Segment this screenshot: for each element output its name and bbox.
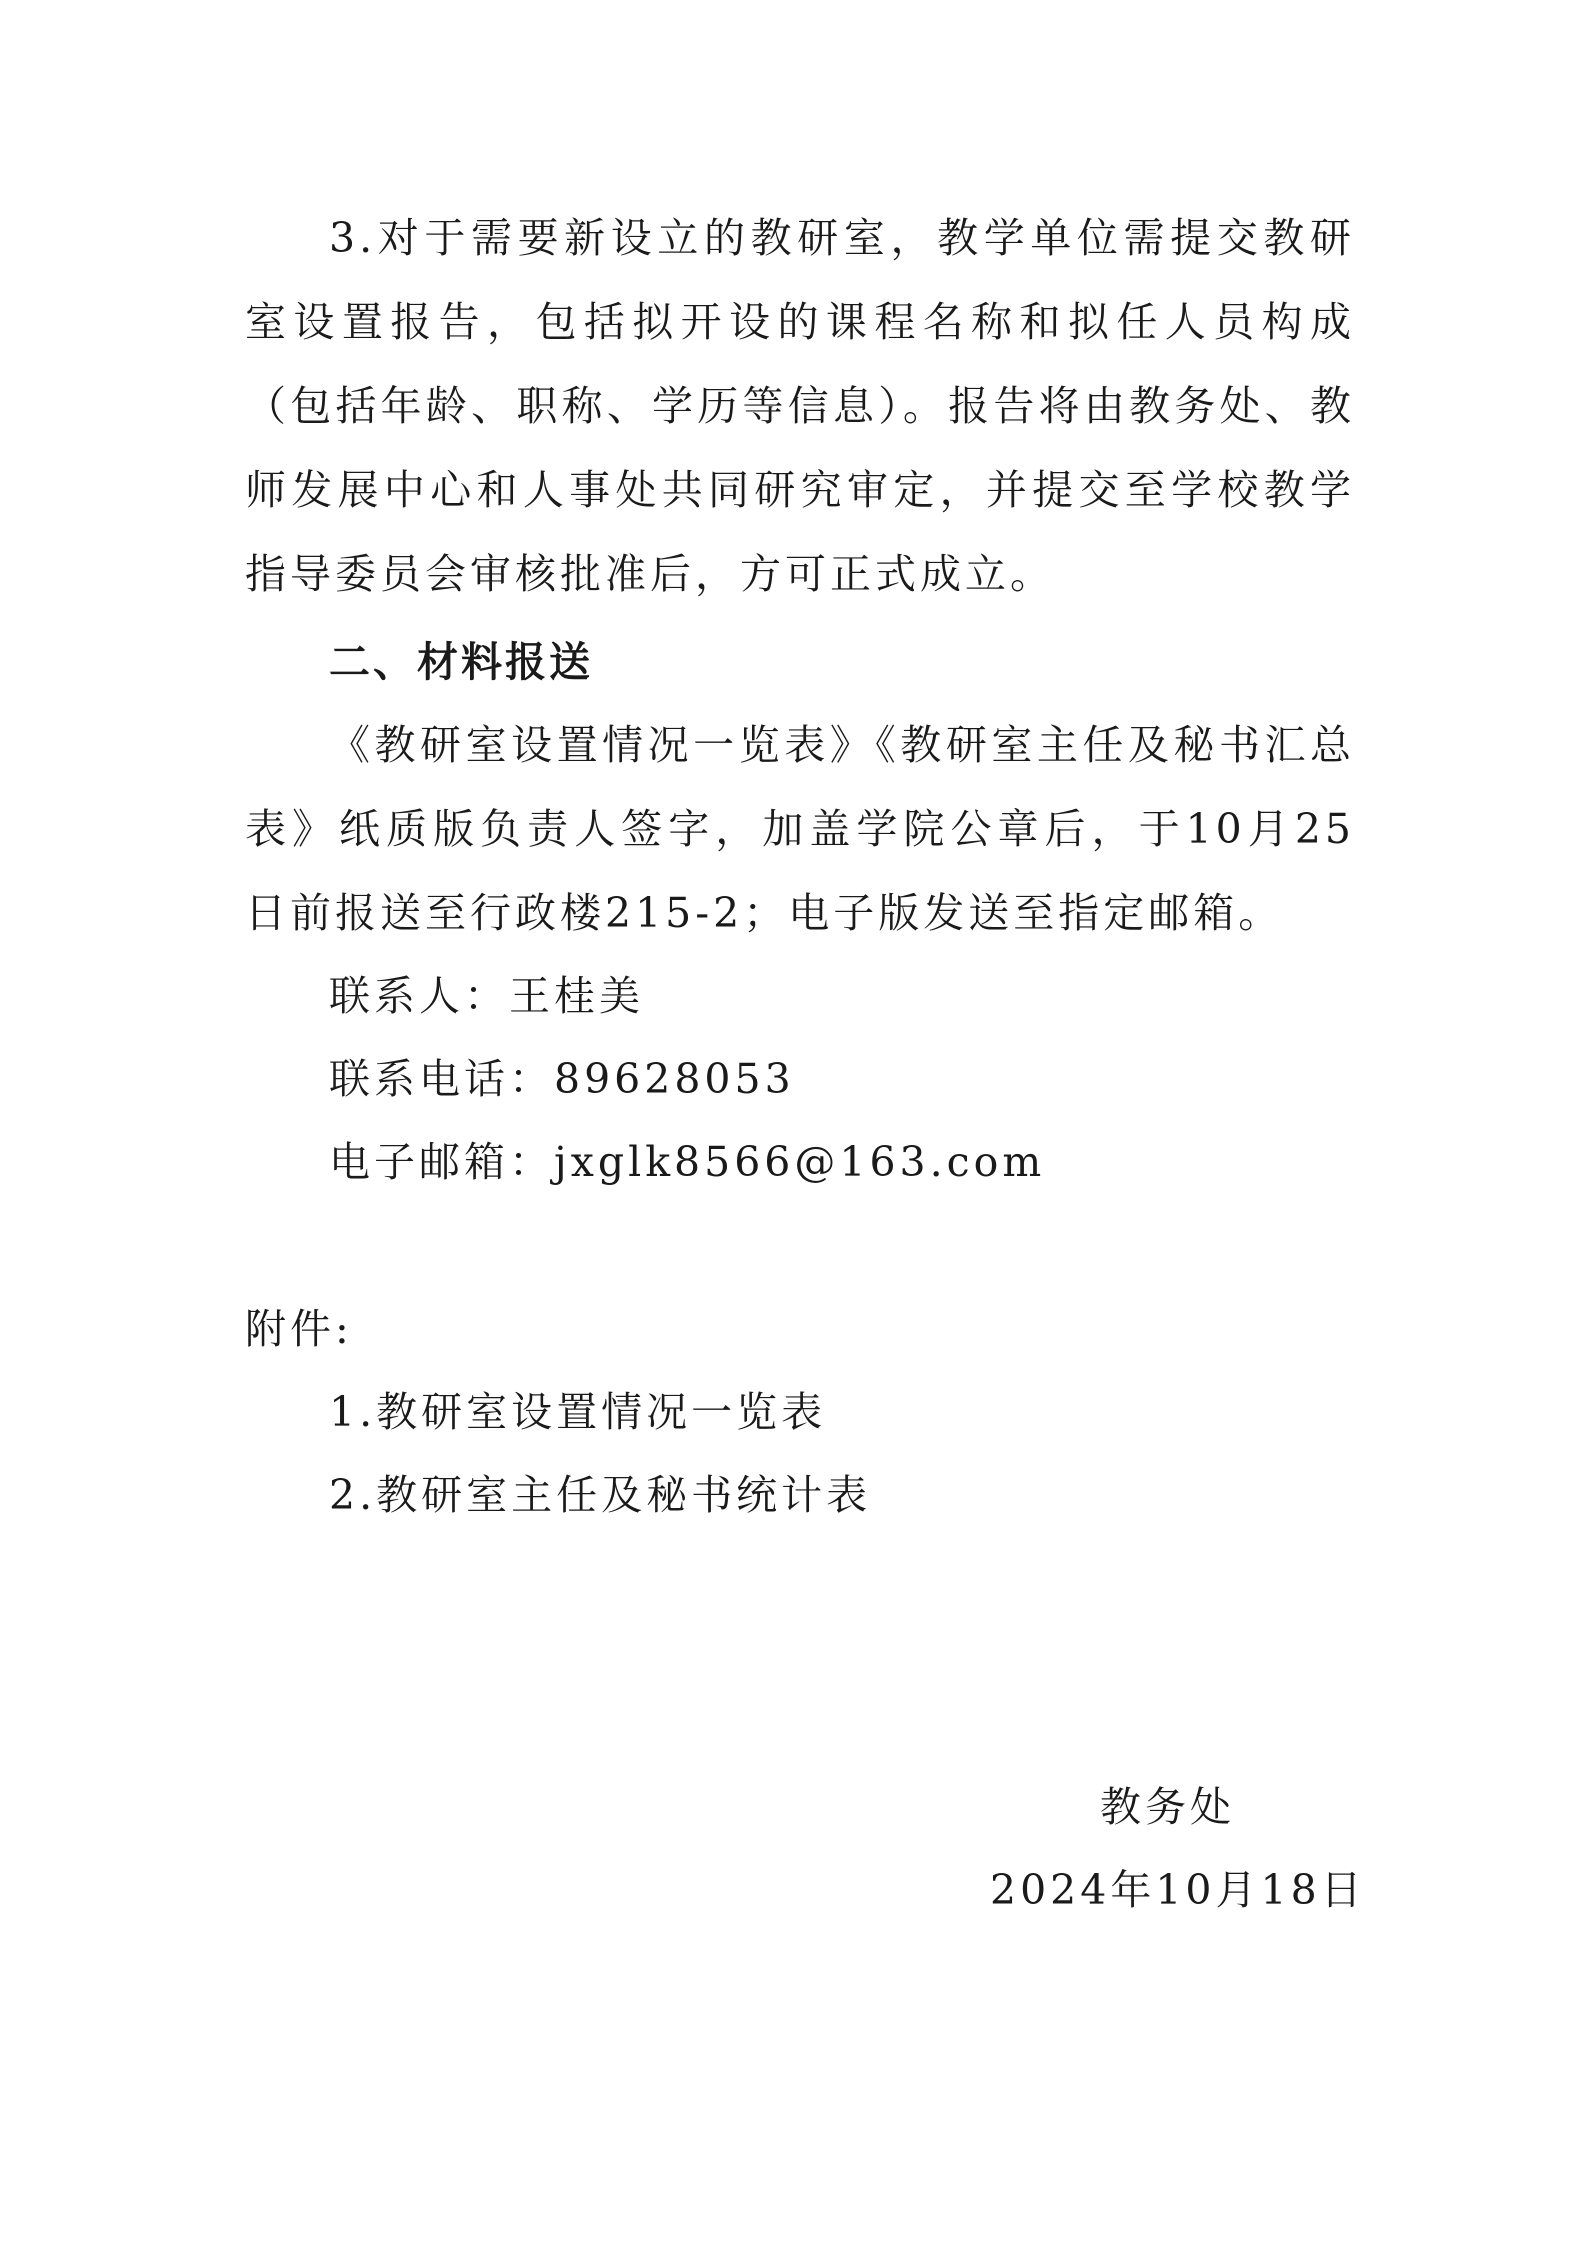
section-heading-materials <box>245 620 1355 704</box>
signature-date: 2024年10月18日 <box>990 1866 1366 1914</box>
materials-block <box>245 703 1355 955</box>
signature-org: 教务处 <box>1100 1783 1235 1831</box>
attachment-item: 2.教研室主任及秘书统计表 <box>329 1471 872 1519</box>
contact-phone: 联系电话：89628053 <box>329 1055 795 1103</box>
attachments-label: 附件: <box>245 1305 353 1353</box>
contact-person: 联系人：王桂美 <box>329 972 644 1020</box>
attachment-item: 1.教研室设置情况一览表 <box>329 1388 827 1436</box>
contact-email: 电子邮箱：jxglk8566@163.com <box>329 1138 1046 1186</box>
paragraph-item-3: 3.对于需要新设立的教研室，教学单位需提交教研室设置报告，包括拟开设的课程名称和拟任人员构成（包括年龄、职称、学历等信息）。报告将由教务处、教师发展中心和人事处共同研究审定，并提交至学校教学指导委员会审核批准后，方可正式成立。 <box>245 214 1355 598</box>
paragraph-materials: 《教研室设置情况一览表》《教研室主任及秘书汇总表》纸质版负责人签字，加盖学院公章后，于10月25日前报送至行政楼215-2；电子版发送至指定邮箱。 <box>245 721 1355 937</box>
section-heading-text: 二、材料报送 <box>329 638 593 686</box>
body-text-block <box>245 196 1355 616</box>
